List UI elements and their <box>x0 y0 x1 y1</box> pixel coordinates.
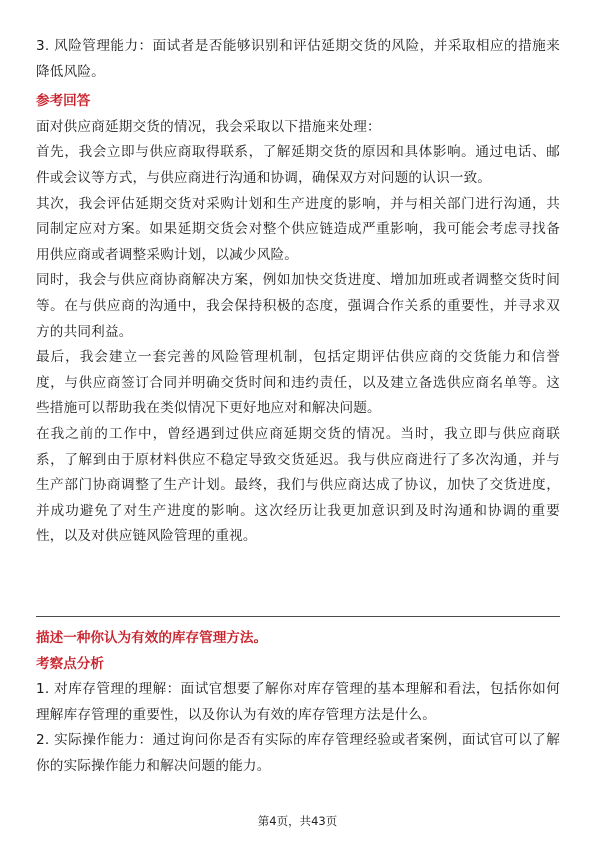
answer-paragraph-meanwhile: 同时，我会与供应商协商解决方案，例如加快交货进度、增加加班或者调整交货时间等。在与供应商的沟通中，我会保持积极的态度，强调合作关系的重要性，并寻求双方的共同利益。 <box>36 272 560 340</box>
section-divider <box>36 616 560 617</box>
analysis-heading: 考察点分析 <box>36 655 104 672</box>
answer-heading: 参考回答 <box>36 93 91 110</box>
analysis-point-1: 1. 对库存管理的理解：面试官想要了解你对库存管理的基本理解和看法，包括你如何理解库存管理的重要性，以及你认为有效的库存管理方法是什么。 <box>36 681 560 723</box>
answer-paragraph-experience: 在我之前的工作中，曾经遇到过供应商延期交货的情况。当时，我立即与供应商联系，了解到由于原材料供应不稳定导致交货延迟。我与供应商进行了多次沟通，并与生产部门协商调整了生产计划。最终，我们与供应商达成了协议，加快了交货进度，并成功避免了对生产进度的影响。这次经历让我更加意识到及时沟通和协调的重要性，以及对供应链风险管理的重视。 <box>36 425 560 545</box>
item-risk-management: 3. 风险管理能力：面试者是否能够识别和评估延期交货的风险，并采取相应的措施来降低风险。 <box>36 38 560 80</box>
page-number-footer: 第4页，共43页 <box>257 814 338 828</box>
answer-paragraph-first: 首先，我会立即与供应商取得联系，了解延期交货的原因和具体影响。通过电话、邮件或会议等方式，与供应商进行沟通和协调，确保双方对问题的认识一致。 <box>36 144 560 186</box>
question-heading: 描述一种你认为有效的库存管理方法。 <box>36 630 268 646</box>
next-section <box>36 626 560 780</box>
answer-intro: 面对供应商延期交货的情况，我会采取以下措施来处理： <box>36 118 381 135</box>
answer-paragraph-second: 其次，我会评估延期交货对采购计划和生产进度的影响，并与相关部门进行沟通，共同制定应对方案。如果延期交货会对整个供应链造成严重影响，我可能会考虑寻找备用供应商或者调整采购计划，以减少风险。 <box>36 195 560 263</box>
analysis-point-2: 2. 实际操作能力：通过询问你是否有实际的库存管理经验或者案例，面试官可以了解你的实际操作能力和解决问题的能力。 <box>36 732 560 774</box>
page-content <box>36 34 560 550</box>
answer-paragraph-finally: 最后，我会建立一套完善的风险管理机制，包括定期评估供应商的交货能力和信誉度，与供应商签订合同并明确交货时间和违约责任，以及建立备选供应商名单等。这些措施可以帮助我在类似情况下更好地应对和解决问题。 <box>36 349 560 417</box>
